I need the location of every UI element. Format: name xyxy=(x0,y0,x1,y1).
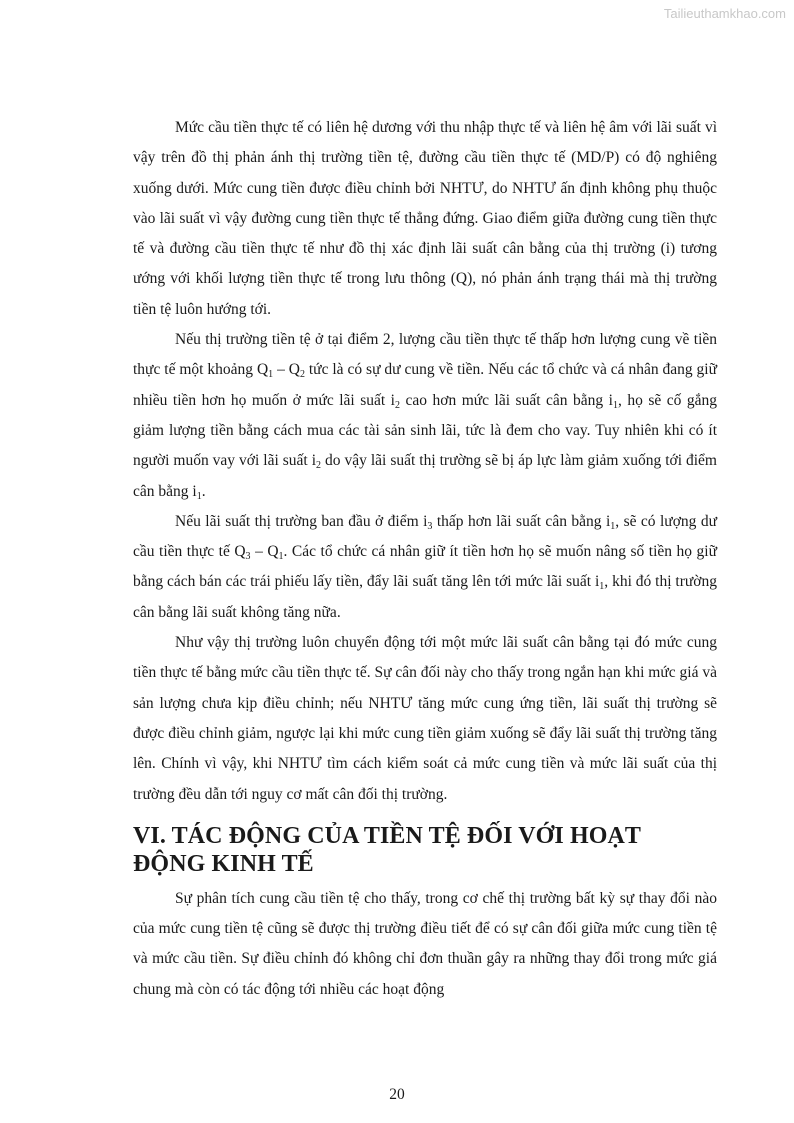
text-run: cao hơn mức lãi suất cân bằng i xyxy=(400,391,613,409)
text-run: , sẽ có lượng dư cầu tiền thực tế Q xyxy=(133,512,717,561)
text-run: – Q xyxy=(250,543,279,561)
text-run: . Các tổ chức cá nhân giữ ít tiền hơn họ sẽ muốn nâng số tiền họ giữ bằng cách bán các trái phiếu lấy tiền, đẩy lãi suất tăng lên tới mức lãi suất i xyxy=(133,543,717,591)
page-content xyxy=(133,113,717,1005)
subscript: 1 xyxy=(610,520,616,532)
text-run: – Q xyxy=(273,361,300,379)
subscript: 1 xyxy=(268,369,274,381)
subscript: 1 xyxy=(599,581,605,593)
subscript: 2 xyxy=(395,399,400,411)
subscript: 3 xyxy=(245,551,251,563)
subscript: 2 xyxy=(316,460,322,472)
subscript: 2 xyxy=(299,369,305,381)
body-paragraph-3 xyxy=(133,507,717,628)
watermark-text: Tailieuthamkhao.com xyxy=(663,6,786,21)
subscript: 1 xyxy=(278,551,284,563)
subscript: 3 xyxy=(427,520,433,532)
body-paragraph-1 xyxy=(133,113,717,325)
body-paragraph-5: Sự phân tích cung cầu tiền tệ cho thấy, trong cơ chế thị trường bất kỳ sự thay đổi nào của mức cung tiền tệ cũng sẽ được thị trường điều tiết để có sự cân đối giữa mức cung tiền tệ và mức cầu tiền. Sự điều chỉnh đó không chỉ đơn thuần gây ra những thay đổi trong mức giá chung mà còn có tác động tới nhiều các hoạt động xyxy=(133,889,717,998)
text-run: Nếu lãi suất thị trường ban đầu ở điểm i xyxy=(175,512,428,530)
text-run: , họ sẽ cố gắng giảm lượng tiền bằng cách mua các tài sản sinh lãi, tức là đem cho vay. Tuy nhiên khi có ít người muốn vay với lãi suất i xyxy=(133,391,718,470)
subscript: 1 xyxy=(196,490,202,502)
text-run: thấp hơn lãi suất cân bằng i xyxy=(432,512,611,530)
body-paragraph-2 xyxy=(133,325,717,507)
page-number: 20 xyxy=(389,1086,405,1103)
text-run: . xyxy=(201,482,206,500)
text-run: Như vậy thị trường luôn chuyển động tới một mức lãi suất cân bằng tại đó mức cung tiền thực tế bằng mức cầu tiền thực tế. Sự cân đối này cho thấy trong ngắn hạn khi mức giá và sản lượng chưa kịp điều chỉnh; nếu NHTƯ tăng mức cung ứng tiền, lãi suất thị trường sẽ được điều chỉnh giảm, ngược lại khi mức cung tiền giảm xuống sẽ đẩy lãi suất thị trường tăng lên. Chính vì vậy, khi NHTƯ tìm cách kiểm soát cả mức cung tiền và mức lãi suất của thị trường đều dẫn tới nguy cơ mất cân đối thị trường. xyxy=(133,634,717,803)
text-run: , khi đó thị trường cân bằng lãi suất không tăng nữa. xyxy=(133,573,717,621)
text-run: Mức cầu tiền thực tế có liên hệ dương với thu nhập thực tế và liên hệ âm với lãi suất vì vậy trên đồ thị phản ánh thị trường tiền tệ, đường cầu tiền thực tế (MD/P) có độ nghiêng xuống dưới. Mức cung tiền được điều chỉnh bởi NHTƯ, do NHTƯ ấn định không phụ thuộc vào lãi suất vì vậy đường cung tiền thực tế thẳng đứng. Giao điểm giữa đường cung tiền thực tế và đường cầu tiền thực tế như đồ thị xác định lãi suất cân bằng của thị trường (i) tương ướng với khối lượng tiền thực tế trong lưu thông (Q), nó phản ánh trạng thái mà thị trường tiền tệ luôn hướng tới. xyxy=(133,119,717,318)
subscript: 1 xyxy=(612,399,618,411)
text-run: do vậy lãi suất thị trường sẽ bị áp lực làm giảm xuống tới điểm cân bằng i xyxy=(133,452,717,500)
body-paragraph-4 xyxy=(133,628,717,810)
text-run: Nếu thị trường tiền tệ ở tại điểm 2, lượng cầu tiền thực tế thấp hơn lượng cung về tiền thực tế một khoảng Q xyxy=(133,331,717,379)
section-heading: VI. TÁC ĐỘNG CỦA TIỀN TỆ ĐỐI VỚI HOẠT ĐỘNG KINH TẾ xyxy=(133,822,641,877)
text-run: tức là có sự dư cung về tiền. Nếu các tổ chức và cá nhân đang giữ nhiều tiền hơn họ muốn ở mức lãi suất i xyxy=(133,361,717,409)
